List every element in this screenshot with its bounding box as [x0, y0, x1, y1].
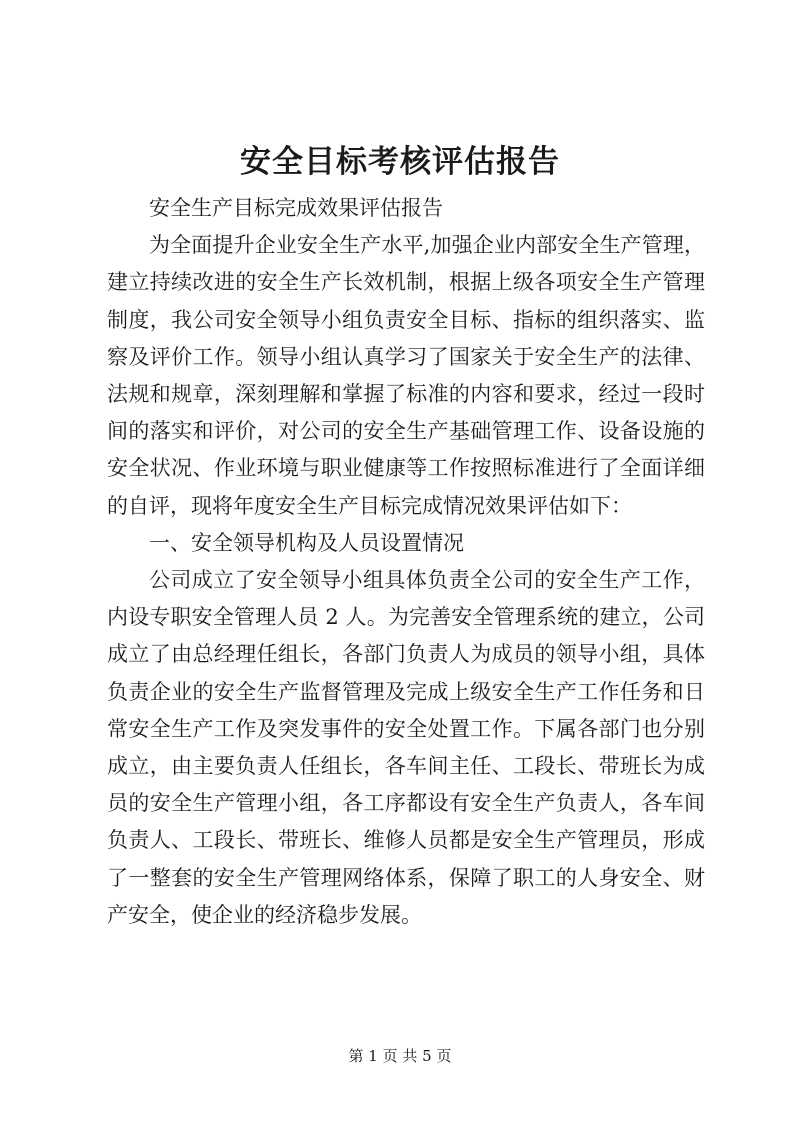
page-number-footer: 第 1 页 共 5 页 [348, 1047, 452, 1065]
intro-paragraph: 为全面提升企业安全生产水平,加强企业内部安全生产管理，建立持续改进的安全生产长效机制，根据上级各项安全生产管理制度，我公司安全领导小组负责安全目标、指标的组织落实、监察及评价工作。领导小组认真学习了国家关于安全生产的法律、法规和规章，深刻理解和掌握了标准的内容和要求，经过一段时间的落实和评价，对公司的安全生产基础管理工作、设备设施的安全状况、作业环境与职业健康等工作按照标准进行了全面详细的自评，现将年度安全生产目标完成情况效果评估如下： [107, 233, 705, 518]
document-body [107, 190, 705, 934]
report-subtitle: 安全生产目标完成效果评估报告 [149, 196, 443, 220]
section-heading-1: 一、安全领导机构及人员设置情况 [149, 530, 464, 555]
page-title: 安全目标考核评估报告 [240, 144, 560, 180]
section-paragraph-1: 公司成立了安全领导小组具体负责全公司的安全生产工作，内设专职安全管理人员 2 人。为完善安全管理系统的建立，公司成立了由总经理任组长，各部门负责人为成员的领导小组，具体负责企业的安全生产监督管理及完成上级安全生产工作任务和日常安全生产工作及突发事件的安全处置工作。下属各部门也分别成立，由主要负责人任组长，各车间主任、工段长、带班长为成员的安全生产管理小组，各工序都设有安全生产负责人，各车间负责人、工段长、带班长、维修人员都是安全生产管理员，形成了一整套的安全生产管理网络体系，保障了职工的人身安全、财产安全，使企业的经济稳步发展。 [107, 568, 705, 927]
